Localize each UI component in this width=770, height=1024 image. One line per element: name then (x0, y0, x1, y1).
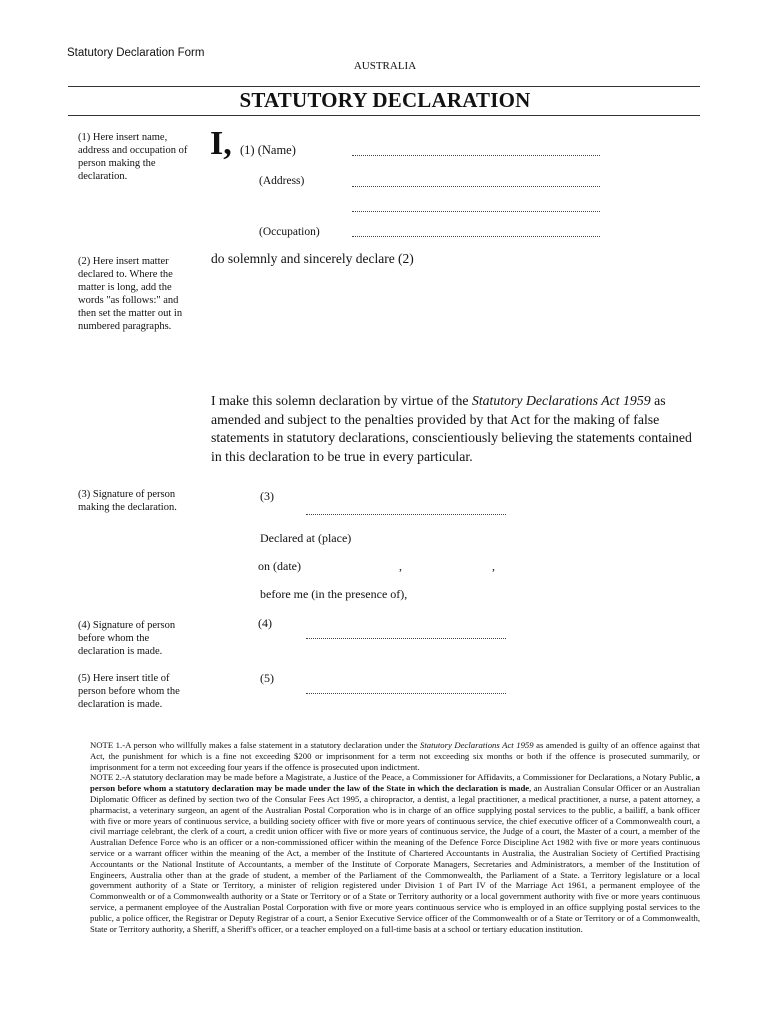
title-rule (68, 115, 700, 116)
occupation-label: (Occupation) (259, 226, 320, 238)
form-header-title: Statutory Declaration Form (67, 47, 205, 59)
witness-signature-field[interactable] (306, 638, 506, 639)
margin-note-2: (2) Here insert matter declared to. Where the matter is long, add the words "as follows:" and then set the matter out in numbered paragraphs. (78, 256, 183, 332)
page-title: STATUTORY DECLARATION (239, 88, 531, 112)
address-field-line-2[interactable] (352, 211, 600, 212)
declaration-paragraph: I make this solemn declaration by virtue of the Statutory Declarations Act 1959 as amended and subject to the penalties provided by that Act for the making of false statements in statutory declarations, conscientiously believing the statements contained in this declaration to be true in every particular. (211, 393, 692, 464)
signature-4-label: (4) (258, 616, 272, 630)
address-field-line-1[interactable] (352, 186, 600, 187)
margin-note-4: (4) Signature of person before whom the declaration is made. (78, 620, 176, 657)
witness-title-field[interactable] (306, 693, 506, 694)
declared-at-label: Declared at (place) (260, 531, 352, 545)
name-field[interactable] (352, 155, 600, 156)
place-field[interactable] (365, 530, 565, 546)
before-me-label: before me (in the presence of), (260, 587, 408, 601)
declare-statement: do solemnly and sincerely declare (2) (211, 251, 414, 266)
margin-note-1: (1) Here insert name, address and occupation of person making the declaration. (78, 132, 188, 182)
note-2: NOTE 2.-A statutory declaration may be made before a Magistrate, a Justice of the Peace, a Commissioner for Affidavits, a Commissioner for Declarations, a Notary Public, a person before whom a statutory declaration may be made under the law of the State in which the declaration is made, an Australian Consular Officer or an Australian Diplomatic Officer as defined by section two of the Consular Fees Act 1995, a chiropractor, a dentist, a legal practitioner, a medical practitioner, a nurse, a patent attorney, a pharmacist, a veterinary surgeon, an agent of the Australian Postal Corporation who is in charge of an office supplying postal services to the public, a bailiff, a bank officer with five or more years of continuous service, a building society officer with five or more years of continuous service, the chief executive officer of a Commonwealth court, a civil marriage celebrant, the clerk of a court, a credit union officer with five or more years of continuous service, the Judge of a court, the Master of a court, a member of the Australian Defence Force who is an officer or a non-commissioned officer within the meaning of the Defence Force Discipline Act 1982 with five or more years continuous service or a warrant officer within the meaning of the Act, a member of the Institute of Chartered Accountants in Australia, the Australian Society of Certified Practising Accountants or the National Institute of Accountants, a member of the Institute of Corporate Managers, Secretaries and Administrators, a member of the Institution of Engineers, Australia other than at the grade of student, a member of the Parliament of the Commonwealth, the Parliament of a State. a Territory legislature or a local government authority of a State or Territory, a minister of religion registered under Division 1 of Part IV of the Marriage Act 1961, a permanent employee of the Commonwealth or of a Commonwealth authority or a State or Territory or of a State or Territory authority or a local government authority with five or more years continuous service, a permanent employee of the Australian Postal Corporation with five or more years continuous service who is employed in an office supplying postal services to the public, a police officer, the Registrar or Deputy Registrar of a court, a Senior Executive Service officer of the Commonwealth or of a State or Territory or of a Commonwealth, State or Territory authority, a Sheriff, a Sheriff's officer, or a teacher employed on a full-time basis at a school or tertiary education institution. (90, 772, 701, 934)
address-label: (Address) (259, 175, 305, 187)
note-1: NOTE 1.-A person who willfully makes a false statement in a statutory declaration under the Statutory Declarations Act 1959 as amended is guilty of an offence against that Act, the punishment for which is a fine not exceeding $200 or imprisonment for a term not exceeding six months or both if the offence is prosecuted summarily, or imprisonment for a term not exceeding four years if the offence is prosecuted upon indictment. (90, 740, 700, 772)
signature-5-label: (5) (260, 671, 274, 685)
date-label: on (date) (258, 559, 301, 573)
occupation-field[interactable] (352, 236, 600, 237)
signature-3-label: (3) (260, 489, 274, 503)
act-name: Statutory Declarations Act 1959 (471, 393, 651, 408)
name-label: (1) (Name) (240, 143, 296, 157)
declared-matter-area[interactable] (211, 272, 701, 382)
margin-note-5: (5) Here insert title of person before whom the declaration is made. (78, 673, 180, 710)
date-comma-1: , (399, 559, 402, 573)
country-label: AUSTRALIA (353, 60, 417, 72)
date-comma-2: , (492, 559, 495, 573)
footnotes (68, 740, 700, 934)
margin-note-3: (3) Signature of person making the declaration. (78, 489, 177, 513)
declarant-i: I, (210, 125, 232, 162)
top-rule (68, 86, 700, 87)
declarant-signature-field[interactable] (306, 514, 506, 515)
